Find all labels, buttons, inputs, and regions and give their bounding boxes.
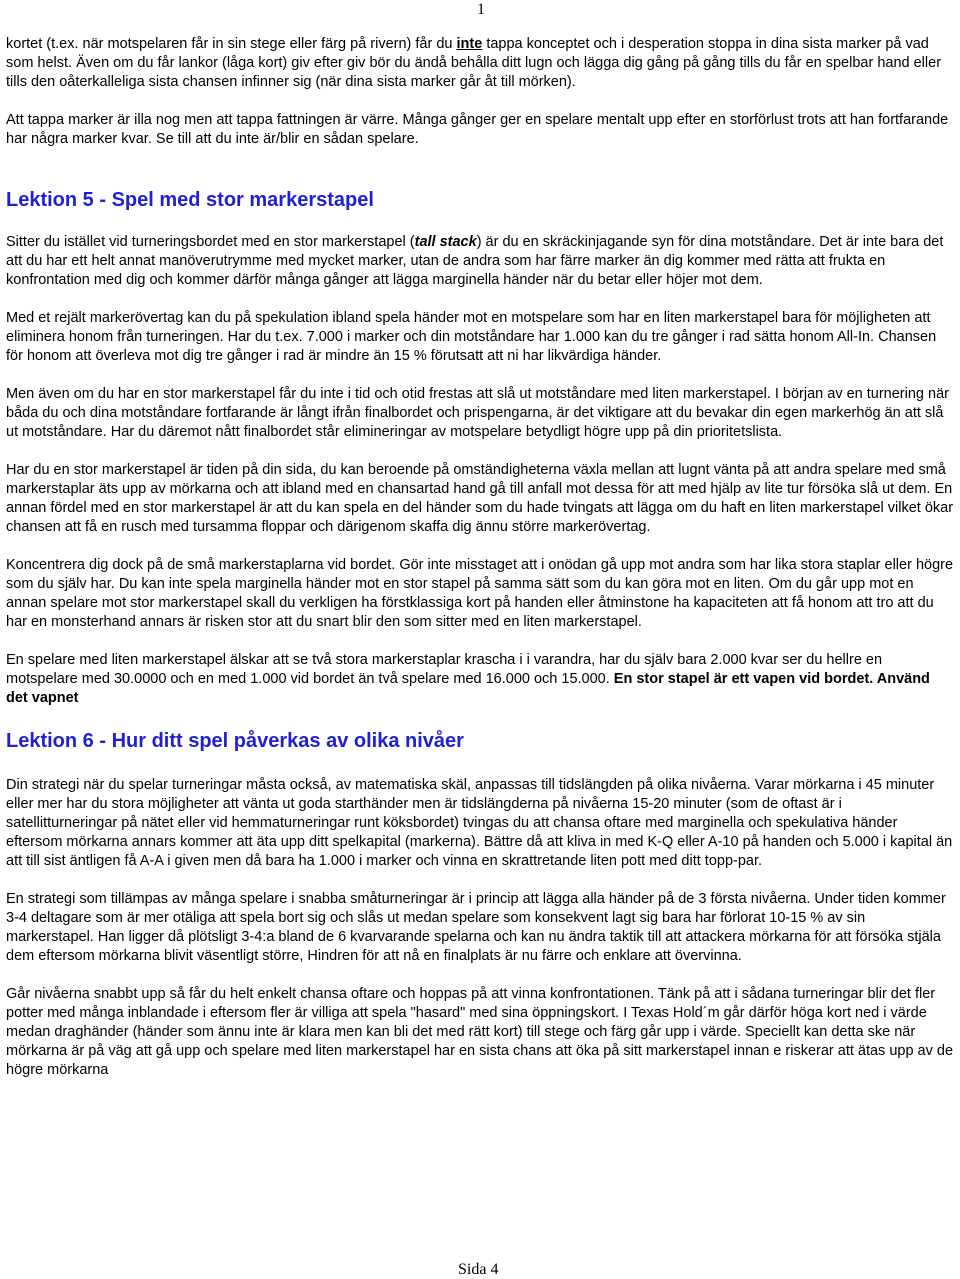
document-body xyxy=(6,35,954,1099)
lesson-5-p6-bold: En stor stapel är ett vapen vid bordet. Använd det vapnet xyxy=(6,671,930,706)
lesson-5-paragraph-5: Koncentrera dig dock på de små markerstaplarna vid bordet. Gör inte misstaget att i onödan gå upp mot andra som har lika stora staplar eller högre som du själv har. Du kan inte spela marginella händer mot en stor stapel på samma sätt som du kan göra mot en liten. Om du går upp mot en annan spelare mot stor markerstapel skall du verkligen ha förstklassiga kort på handen eller åtminstone ha kapaciteten att få honom att tro att du har en monsterhand annars är risken stor att du snart blir den som sitter med en liten markerstapel. xyxy=(6,557,954,630)
lesson-5-p1-text-b: ) är du en skräckinjagande syn för dina motståndare. Det är inte bara det att du har ett helt annat manöverutrymme med mycket marker, utan de andra som har färre marker än dig kommer med rätta att frukta en konfrontation med dig och kommer därför många gånger att lägga marginella händer när du betar eller höjer mot dem. xyxy=(6,234,944,288)
lesson-5-paragraph-2: Med et rejält markerövertag kan du på spekulation ibland spela händer mot en motspelare som har en liten markerstapel bara för möjligheten att eliminera honom från turneringen. Har du t.ex. 7.000 i marker och din motståndare har 1.000 kan du tre gånger i rad sätta honom All-In. Chansen för honom att överleva mot dig tre gånger i rad är mindre än 15 % förutsatt att ni har likvärdiga händer. xyxy=(6,310,937,364)
lesson-5-paragraph-3: Men även om du har en stor markerstapel får du inte i tid och otid frestas att slå ut motståndare med liten markerstapel. I början av en turnering när båda du och dina motståndare fortfarande är långt ifrån finalbordet och prispengarna, är det viktigare att du bevakar din egen markerhög än att slå ut motståndare. Har du däremot nått finalbordet står elimineringar av motspelare betydligt högre upp på din prioritetslista. xyxy=(6,386,949,440)
lesson-5-paragraph-1 xyxy=(6,233,954,290)
lesson-5-paragraph-6 xyxy=(6,651,954,708)
intro-p1-text-b: tappa konceptet och i desperation stoppa in dina sista marker på vad som helst. Även om du får lankor (låga kort) giv efter giv bör du ändå behålla ditt lugn och lägga dig gång på gång tills du får en spelbar hand eller tills den oåterkalleliga sista chansen infinner sig (när dina sista marker går åt till mörken). xyxy=(6,36,942,90)
intro-p1-text-a: kortet (t.ex. när motspelaren får in sin stege eller färg på rivern) får du xyxy=(6,36,457,52)
intro-p1-emphasis: inte xyxy=(456,36,483,52)
lesson-6-paragraph-1: Din strategi när du spelar turneringar måsta också, av matematiska skäl, anpassas till tidslängden på olika nivåerna. Varar mörkarna i 45 minuter eller mer har du stora möjligheter att vänta ut goda starthänder men är tidslängderna på nivåerna 15-20 minuter (som de oftast är i satellitturneringar på nätet eller vid hemmaturneringar runt köksbordet) tvingas du att chansa oftare med marginella och spekulativa händer eftersom mörkarna annars kommer att äta upp ditt spelkapital (markerna). Bättre då att kliva in med K-Q eller A-10 på handen och 5.000 i kapital än att till sist äntligen få A-A i given men då bara ha 1.000 i marker och vinna en skrattretande liten pott med ditt topp-par. xyxy=(6,777,953,869)
page-footer: Sida 4 xyxy=(458,1261,499,1278)
lesson-5-p1-text-a: Sitter du istället vid turneringsbordet med en stor markerstapel ( xyxy=(6,234,415,250)
lesson-5-p1-term: tall stack xyxy=(414,234,477,250)
lesson-6-paragraph-2: En strategi som tillämpas av många spelare i snabba småturneringar är i princip att lägga alla händer på de 3 första nivåerna. Under tiden kommer 3-4 deltagare som är mer otäliga att spela bort sig och slås ut medan spelare som konsekvent lagt sig bara har förlorat 10-15 % av sin markerstapel. Han ligger då plötsligt 3-4:a bland de 6 kvarvarande spelarna och kan nu ändra taktik till att attackera mörkarna för att försöka stjäla dem eftersom mörkarna blivit väsentligt större, Hindren för att nå en finalplats är nu färre och enklare att övervinna. xyxy=(6,891,946,964)
intro-paragraph-2: Att tappa marker är illa nog men att tappa fattningen är värre. Många gånger ger en spelare mentalt upp efter en storförlust trots att han fortfarande har några marker kvar. Se till att du inte är/blir en sådan spelare. xyxy=(6,112,949,147)
lesson-5-heading: Lektion 5 - Spel med stor markerstapel xyxy=(6,189,374,211)
page-number-top: 1 xyxy=(477,1,485,18)
intro-paragraph-1 xyxy=(6,35,954,92)
lesson-5-p6-text: En spelare med liten markerstapel älskar att se två stora markerstaplar krascha i i varandra, har du själv bara 2.000 kvar ser du hellre en motspelare med 30.0000 och en med 1.000 vid bordet än två spelare med 16.000 och 15.000. xyxy=(6,652,883,687)
lesson-5-paragraph-4: Har du en stor markerstapel är tiden på din sida, du kan beroende på omständigheterna växla mellan att lugnt vänta på att andra spelare med små markerstaplar äts upp av mörkarna och att ibland med en chansartad hand gå till anfall mot dessa för att med hjälp av lite tur försöka slå ut dem. En annan fördel med en stor markerstapel är att du kan spela en del händer som du hade tvingats att lägga om du haft en liten markerstapel vilket ökar chansen att få en rusch med tursamma floppar och därigenom skaffa dig ännu större markerövertag. xyxy=(6,462,954,535)
lesson-6-paragraph-3: Går nivåerna snabbt upp så får du helt enkelt chansa oftare och hoppas på att vinna konfrontationen. Tänk på att i sådana turneringar blir det fler potter med många inblandade i eftersom fler är villiga att spela "hasard" med sina öppningskort. I Texas Hold´m går därför höga kort ned i värde medan draghänder (händer som ännu inte är klara men kan bli det med rätt kort) till stege och färg går upp i värde. Speciellt kan detta ske när mörkarna är på väg att gå upp och spelare med liten markerstapel har en sista chans att öka på sitt markerstapel innan e riskerar att ätas upp av de högre mörkarna xyxy=(6,986,954,1078)
lesson-6-heading: Lektion 6 - Hur ditt spel påverkas av olika nivåer xyxy=(6,730,464,752)
